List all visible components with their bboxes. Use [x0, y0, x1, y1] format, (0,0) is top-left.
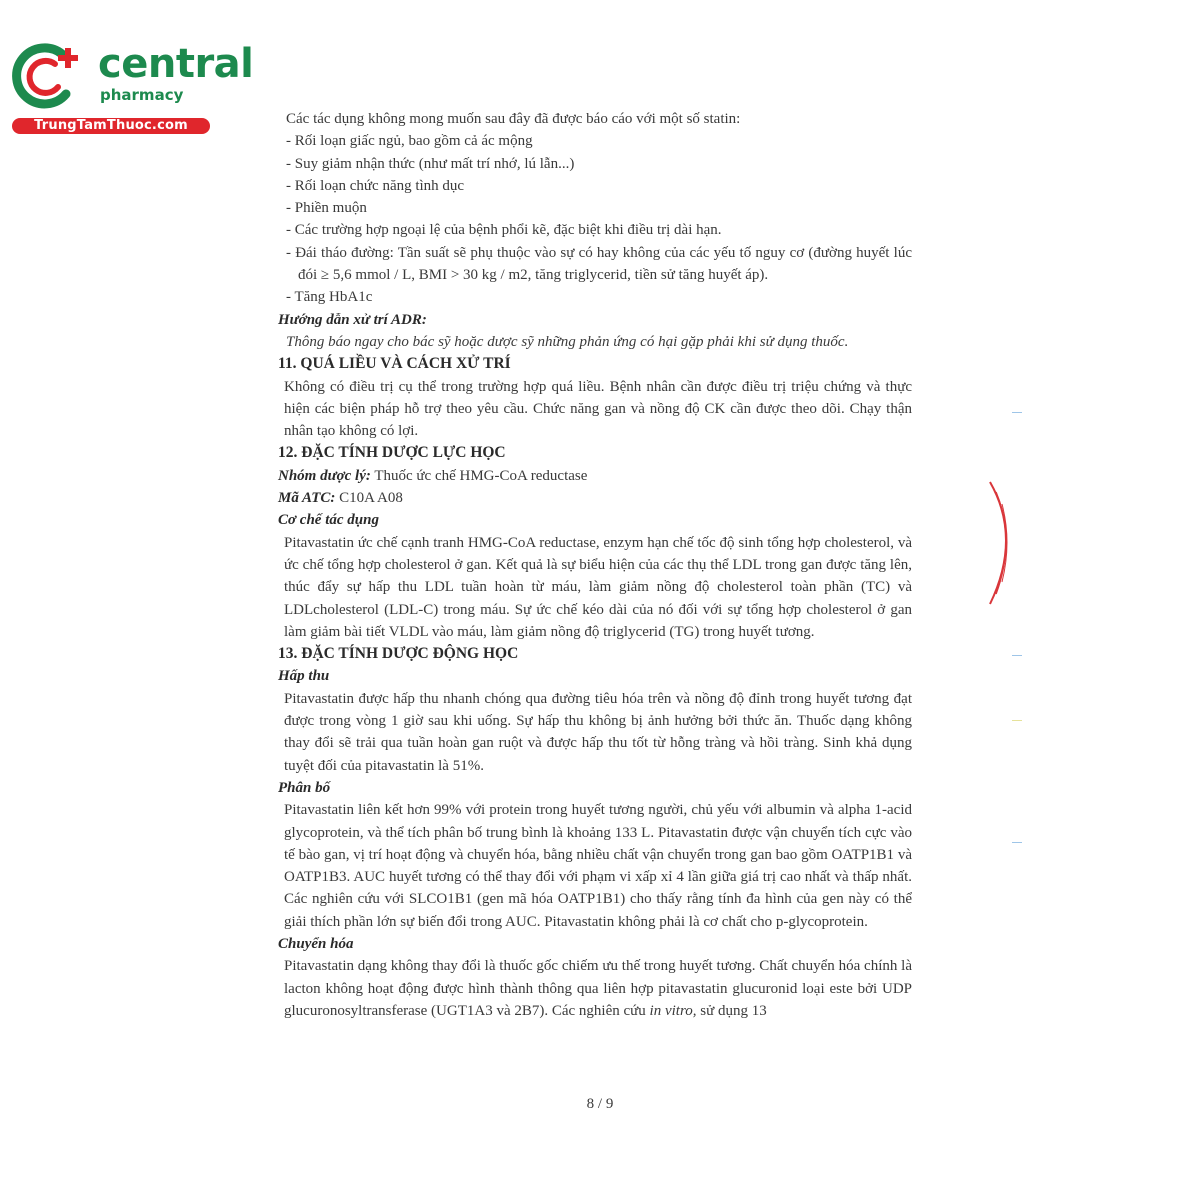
stamp-fragment-icon — [982, 478, 1022, 608]
section-11-text: Không có điều trị cụ thể trong trường hợp quá liều. Bệnh nhân cần được điều trị triệu chứng và thực hiện các biện pháp hỗ trợ theo yêu cầu. Chức năng gan và nồng độ CK cần được theo dõi. Chạy thận nhân tạo không có lợi. — [284, 378, 912, 440]
central-pharmacy-logo-icon — [10, 40, 88, 112]
scan-mark — [1012, 655, 1022, 656]
distribution-text: Pitavastatin liên kết hơn 99% với protein trong huyết tương người, chủ yếu với albumin và alpha 1-acid glycoprotein, và thể tích phân bố trung bình là khoảng 133 L. Pitavastatin được vận chuyển tích cực vào tế bào gan, vị trí hoạt động và chuyển hóa, bằng nhiều chất vận chuyển trong gan bao gồm OATP1B1 và OATP1B3. AUC huyết tương có thể thay đổi với phạm vi xấp xỉ 4 lần giữa giá trị cao nhất và thấp nhất. Các nghiên cứu với SLCO1B1 (gen mã hóa OATP1B1) cho thấy rằng tính đa hình của gen này có thể giải thích phần lớn sự biến đổi trong AUC. Pitavastatin không phải là cơ chất cho p-glycoprotein. — [284, 802, 912, 930]
group-label: Nhóm dược lý: — [278, 467, 371, 484]
group-value: Thuốc ức chế HMG-CoA reductase — [374, 467, 588, 484]
statin-effect-item: - Rối loạn chức năng tình dục — [286, 177, 465, 194]
statin-effect-item: - Phiền muộn — [286, 200, 367, 217]
scan-mark — [1012, 720, 1022, 721]
section-12-title: 12. ĐẶC TÍNH DƯỢC LỰC HỌC — [278, 444, 506, 462]
statin-effect-item: - Đái tháo đường: Tần suất sẽ phụ thuộc vào sự có hay không của các yếu tố nguy cơ (đường huyết lúc đói ≥ 5,6 mmol / L, BMI > 30 kg / m2, tăng triglycerid, tiền sử tăng huyết áp). — [286, 244, 912, 284]
statin-intro: Các tác dụng không mong muốn sau đây đã được báo cáo với một số statin: — [286, 111, 741, 127]
atc-label: Mã ATC: — [278, 490, 336, 507]
absorption-text: Pitavastatin được hấp thu nhanh chóng qua đường tiêu hóa trên và nồng độ đỉnh trong huyết tương đạt được trong vòng 1 giờ sau khi uống. Sự hấp thu không bị ảnh hưởng bởi thức ăn. Thuốc dạng không thay đổi sẽ trải qua tuần hoàn gan ruột và được hấp thu tốt từ hỗng tràng và hồi tràng. Sinh khả dụng tuyệt đối của pitavastatin là 51%. — [284, 690, 912, 774]
scan-mark — [1012, 842, 1022, 843]
statin-effect-item: - Suy giảm nhận thức (như mất trí nhớ, lú lẫn...) — [286, 155, 575, 172]
logo-subtitle: pharmacy — [100, 86, 184, 104]
statin-effect-item: - Các trường hợp ngoại lệ của bệnh phổi kẽ, đặc biệt khi điều trị dài hạn. — [286, 222, 722, 239]
metabolism-italic: in vitro, — [649, 1002, 697, 1019]
atc-code — [278, 487, 912, 509]
brand-logo — [10, 38, 254, 138]
atc-value: C10A A08 — [339, 490, 403, 507]
metabolism-text — [278, 955, 912, 1022]
metabolism-text-a: Pitavastatin dạng không thay đổi là thuốc gốc chiếm ưu thế trong huyết tương. Chất chuyển hóa chính là lacton không hoạt động được hình thành thông qua liên hợp pitavastatin glucuronid loại este bởi UDP glucuronosyltransferase (UGT1A3 và 2B7). Các nghiên cứu — [284, 958, 912, 1019]
metabolism-title: Chuyển hóa — [278, 935, 354, 952]
pharmacologic-group — [278, 465, 912, 487]
statin-effect-item: - Rối loạn giấc ngủ, bao gồm cả ác mộng — [286, 133, 533, 150]
adr-title: Hướng dẫn xử trí ADR: — [278, 311, 427, 328]
document-body — [278, 108, 912, 1022]
logo-url-banner[interactable]: TrungTamThuoc.com — [12, 118, 210, 134]
mechanism-title: Cơ chế tác dụng — [278, 512, 379, 529]
section-13-title: 13. ĐẶC TÍNH DƯỢC ĐỘNG HỌC — [278, 645, 519, 663]
scan-mark — [1012, 412, 1022, 413]
logo-name: central — [98, 41, 254, 87]
section-11-title: 11. QUÁ LIỀU VÀ CÁCH XỬ TRÍ — [278, 355, 511, 373]
page-number: 8 / 9 — [586, 1096, 614, 1112]
distribution-title: Phân bố — [278, 779, 331, 796]
metabolism-text-b: sử dụng 13 — [700, 1002, 767, 1019]
adr-text: Thông báo ngay cho bác sỹ hoặc dược sỹ những phản ứng có hại gặp phải khi sử dụng thuốc. — [286, 333, 849, 350]
statin-effect-item: - Tăng HbA1c — [286, 289, 373, 306]
absorption-title: Hấp thu — [278, 668, 330, 685]
mechanism-text: Pitavastatin ức chế cạnh tranh HMG-CoA reductase, enzym hạn chế tốc độ sinh tổng hợp cholesterol, và ức chế tổng hợp cholesterol ở gan. Kết quả là sự biểu hiện của các thụ thể LDL trong gan được tăng lên, thúc đẩy sự hấp thu LDL tuần hoàn từ máu, làm giảm nồng độ cholesterol toàn phần (TC) và LDLcholesterol (LDL-C) trong máu. Sự ức chế kéo dài của nó đối với sự tổng hợp cholesterol ở gan làm giảm bài tiết VLDL vào máu, làm giảm nồng độ triglycerid (TG) trong huyết tương. — [284, 534, 912, 640]
